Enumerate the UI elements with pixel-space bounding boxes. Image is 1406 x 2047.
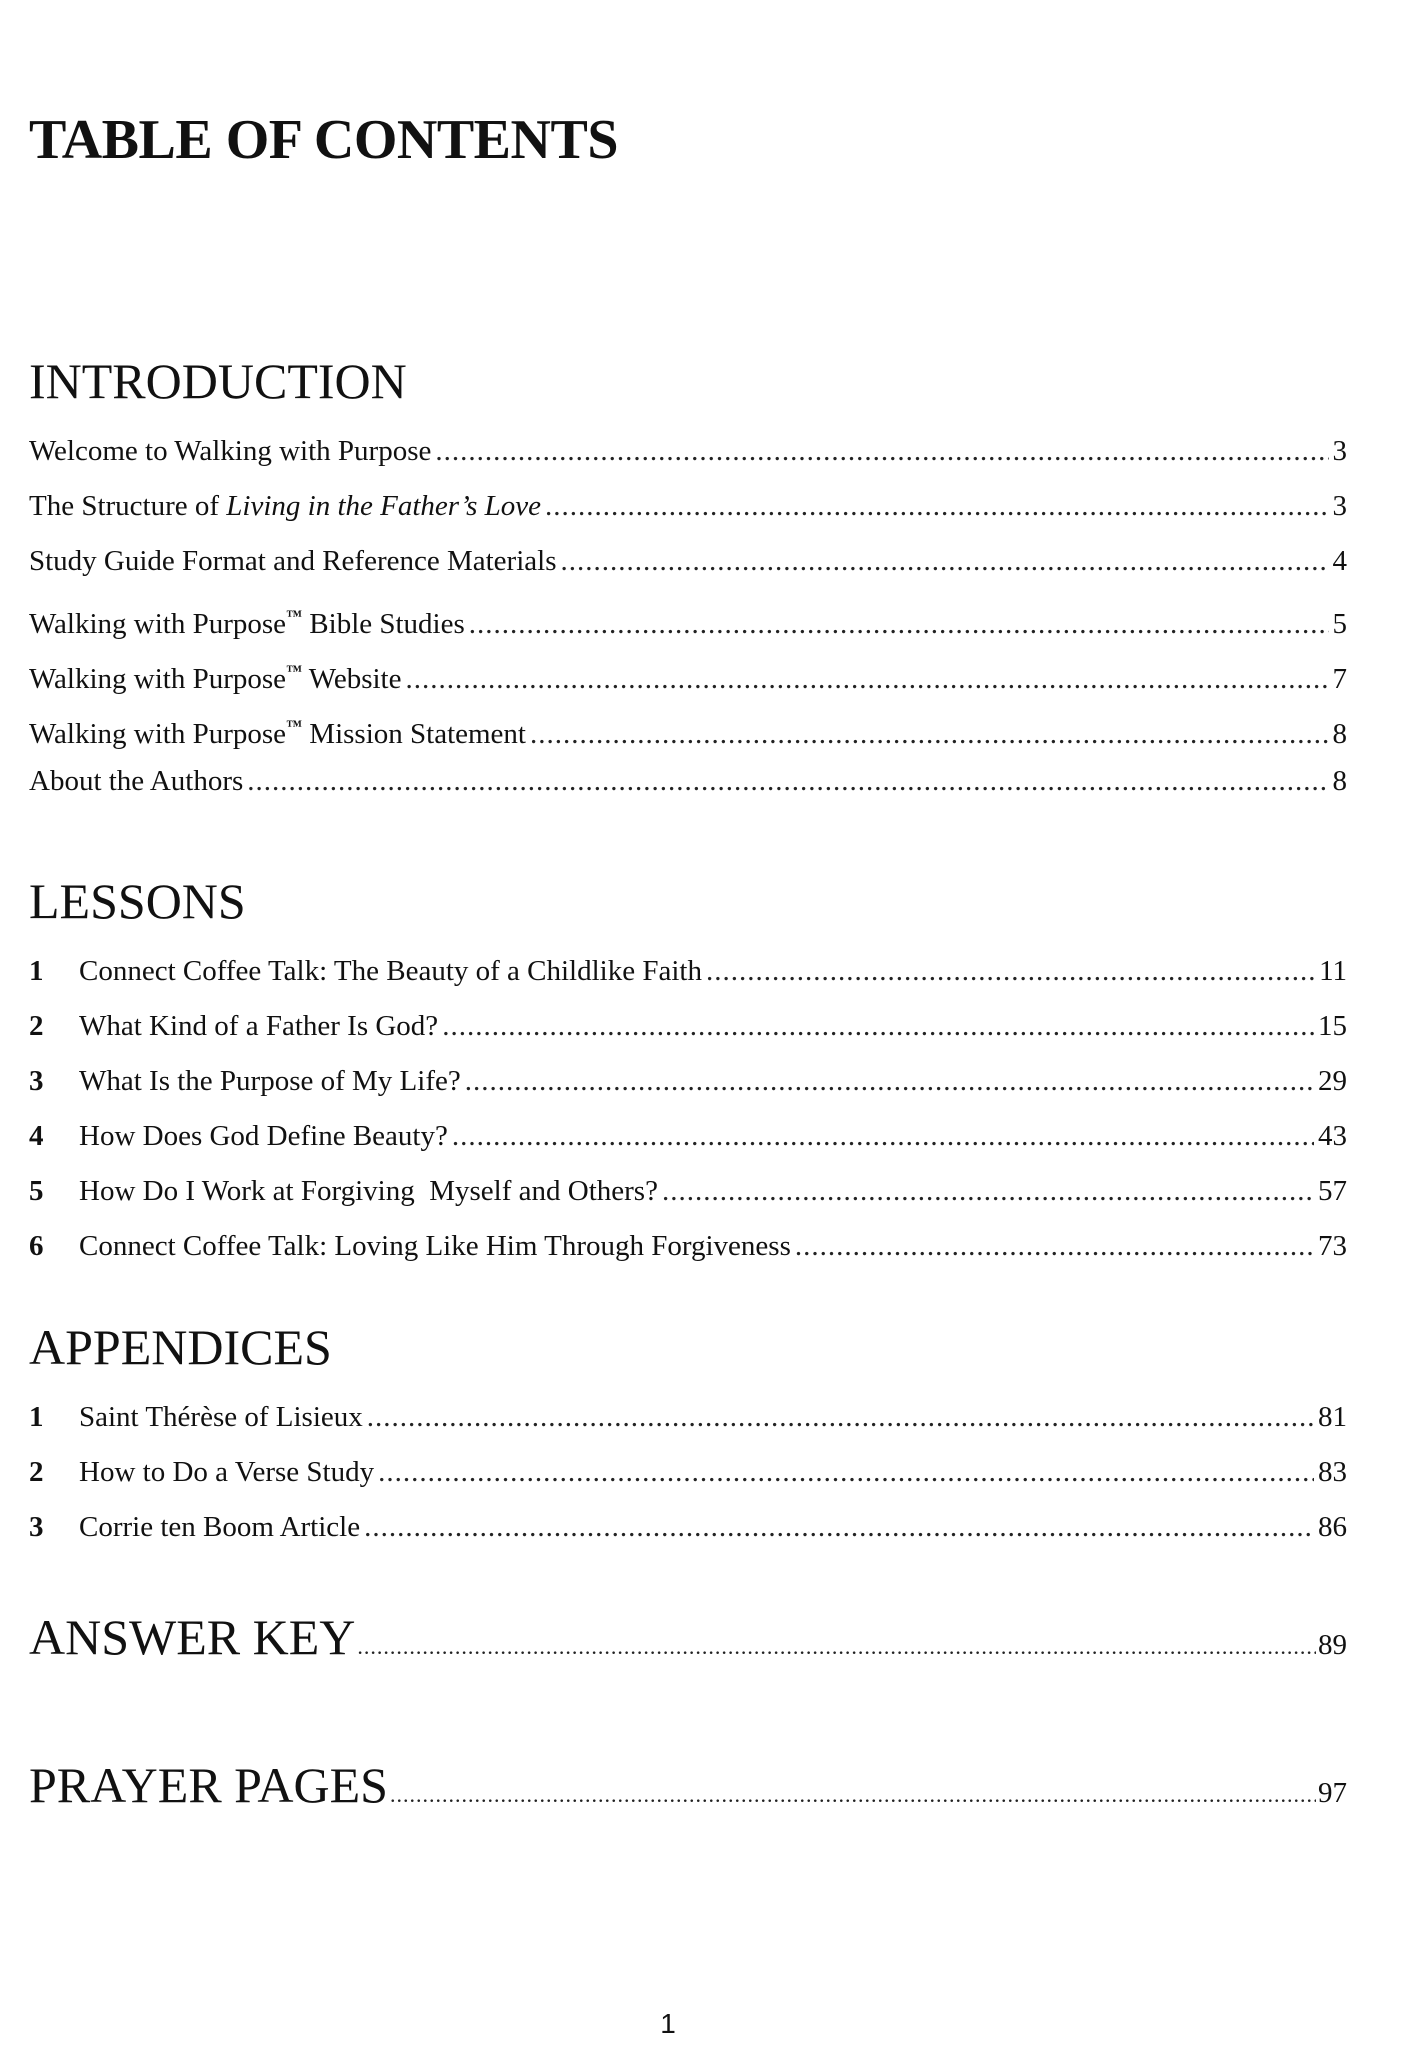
dot-leader	[560, 534, 1328, 589]
toc-entry-page: 83	[1318, 1456, 1347, 1488]
toc-entry-label: Walking with Purpose™ Website	[29, 663, 402, 695]
toc-entry-page: 57	[1318, 1175, 1347, 1207]
toc-entry-page: 15	[1318, 1010, 1347, 1042]
dot-leader	[706, 944, 1315, 999]
introduction-section	[29, 353, 1347, 809]
toc-entry[interactable]	[29, 1054, 1347, 1109]
prayer-pages-label: PRAYER PAGES	[29, 1757, 388, 1813]
toc-entry-label: How Does God Define Beauty?	[79, 1120, 448, 1152]
dot-leader	[662, 1164, 1314, 1219]
answer-key-entry[interactable]	[29, 1608, 1347, 1666]
toc-entry-page: 86	[1318, 1511, 1347, 1543]
toc-entry[interactable]	[29, 644, 1347, 699]
dot-leader	[378, 1445, 1314, 1500]
dot-leader	[364, 1500, 1314, 1555]
entry-number: 4	[29, 1120, 44, 1152]
dot-leader	[367, 1390, 1314, 1445]
dot-leader	[452, 1109, 1314, 1164]
toc-entry-label: Saint Thérèse of Lisieux	[79, 1401, 363, 1433]
toc-entry-page: 8	[1332, 718, 1347, 750]
dot-leader	[390, 1782, 1316, 1808]
toc-entry[interactable]	[29, 1219, 1347, 1274]
toc-entry-label: The Structure of Living in the Father’s Love	[29, 490, 541, 522]
toc-entry-label: Connect Coffee Talk: Loving Like Him Through Forgiveness	[79, 1230, 791, 1262]
appendices-heading: APPENDICES	[29, 1319, 332, 1375]
toc-entry-page: 7	[1332, 663, 1347, 695]
entry-number: 1	[29, 955, 44, 987]
toc-entry-page: 8	[1332, 765, 1347, 797]
toc-entry[interactable]	[29, 1445, 1347, 1500]
page-number: 1	[660, 2008, 676, 2039]
toc-entry-label: What Is the Purpose of My Life?	[79, 1065, 461, 1097]
toc-entry[interactable]	[29, 1390, 1347, 1445]
entry-number: 3	[29, 1065, 44, 1097]
dot-leader	[357, 1634, 1316, 1660]
entry-number: 2	[29, 1010, 44, 1042]
toc-entry-label: Connect Coffee Talk: The Beauty of a Childlike Faith	[79, 955, 702, 987]
toc-entry[interactable]	[29, 534, 1347, 589]
introduction-heading: INTRODUCTION	[29, 353, 407, 409]
toc-entry-label: How to Do a Verse Study	[79, 1456, 375, 1488]
dot-leader	[465, 1054, 1314, 1109]
toc-entry[interactable]	[29, 1164, 1347, 1219]
toc-entry-label: Walking with Purpose™ Bible Studies	[29, 608, 465, 640]
toc-entry-page: 3	[1332, 490, 1347, 522]
trademark-symbol: ™	[286, 663, 303, 680]
toc-entry-page: 73	[1318, 1230, 1347, 1262]
toc-entry-label: What Kind of a Father Is God?	[79, 1010, 439, 1042]
entry-number: 3	[29, 1511, 44, 1543]
dot-leader	[795, 1219, 1314, 1274]
toc-entry[interactable]	[29, 589, 1347, 644]
appendices-section	[29, 1319, 1347, 1555]
toc-entry-label: Corrie ten Boom Article	[79, 1511, 361, 1543]
book-title: Living in the Father’s Love	[226, 490, 541, 522]
answer-key-label: ANSWER KEY	[29, 1609, 356, 1665]
appendices-list	[29, 1390, 1347, 1555]
entry-number: 5	[29, 1175, 44, 1207]
toc-entry-page: 4	[1332, 545, 1347, 577]
toc-entry[interactable]	[29, 479, 1347, 534]
lessons-list	[29, 944, 1347, 1274]
entry-number: 6	[29, 1230, 44, 1262]
toc-entry-page: 43	[1318, 1120, 1347, 1152]
toc-entry-page: 11	[1319, 955, 1347, 987]
entry-number: 1	[29, 1401, 44, 1433]
toc-entry-label: How Do I Work at Forgiving Myself and Others?	[79, 1175, 658, 1207]
prayer-pages-entry[interactable]	[29, 1756, 1347, 1814]
toc-entry-label: Welcome to Walking with Purpose	[29, 435, 432, 467]
entry-number: 2	[29, 1456, 44, 1488]
toc-entry-label: About the Authors	[29, 765, 244, 797]
toc-entry[interactable]	[29, 1109, 1347, 1164]
dot-leader	[247, 754, 1328, 809]
toc-entry-label: Walking with Purpose™ Mission Statement	[29, 718, 526, 750]
toc-entry-page: 3	[1332, 435, 1347, 467]
prayer-pages-page: 97	[1318, 1777, 1347, 1809]
dot-leader	[405, 652, 1328, 707]
trademark-symbol: ™	[286, 718, 303, 735]
toc-entry[interactable]	[29, 999, 1347, 1054]
toc-entry[interactable]	[29, 1500, 1347, 1555]
dot-leader	[435, 424, 1328, 479]
answer-key-page: 89	[1318, 1629, 1347, 1661]
introduction-list	[29, 424, 1347, 809]
toc-entry-page: 81	[1318, 1401, 1347, 1433]
toc-entry[interactable]	[29, 699, 1347, 754]
toc-entry[interactable]	[29, 944, 1347, 999]
toc-entry[interactable]	[29, 424, 1347, 479]
lessons-heading: LESSONS	[29, 873, 246, 929]
lessons-section	[29, 873, 1347, 1274]
dot-leader	[442, 999, 1314, 1054]
toc-entry-page: 29	[1318, 1065, 1347, 1097]
trademark-symbol: ™	[286, 608, 303, 625]
toc-entry[interactable]	[29, 754, 1347, 809]
dot-leader	[469, 597, 1329, 652]
toc-entry-label: Study Guide Format and Reference Materials	[29, 545, 557, 577]
page-title: TABLE OF CONTENTS	[29, 109, 618, 171]
toc-entry-page: 5	[1332, 608, 1347, 640]
dot-leader	[545, 479, 1329, 534]
